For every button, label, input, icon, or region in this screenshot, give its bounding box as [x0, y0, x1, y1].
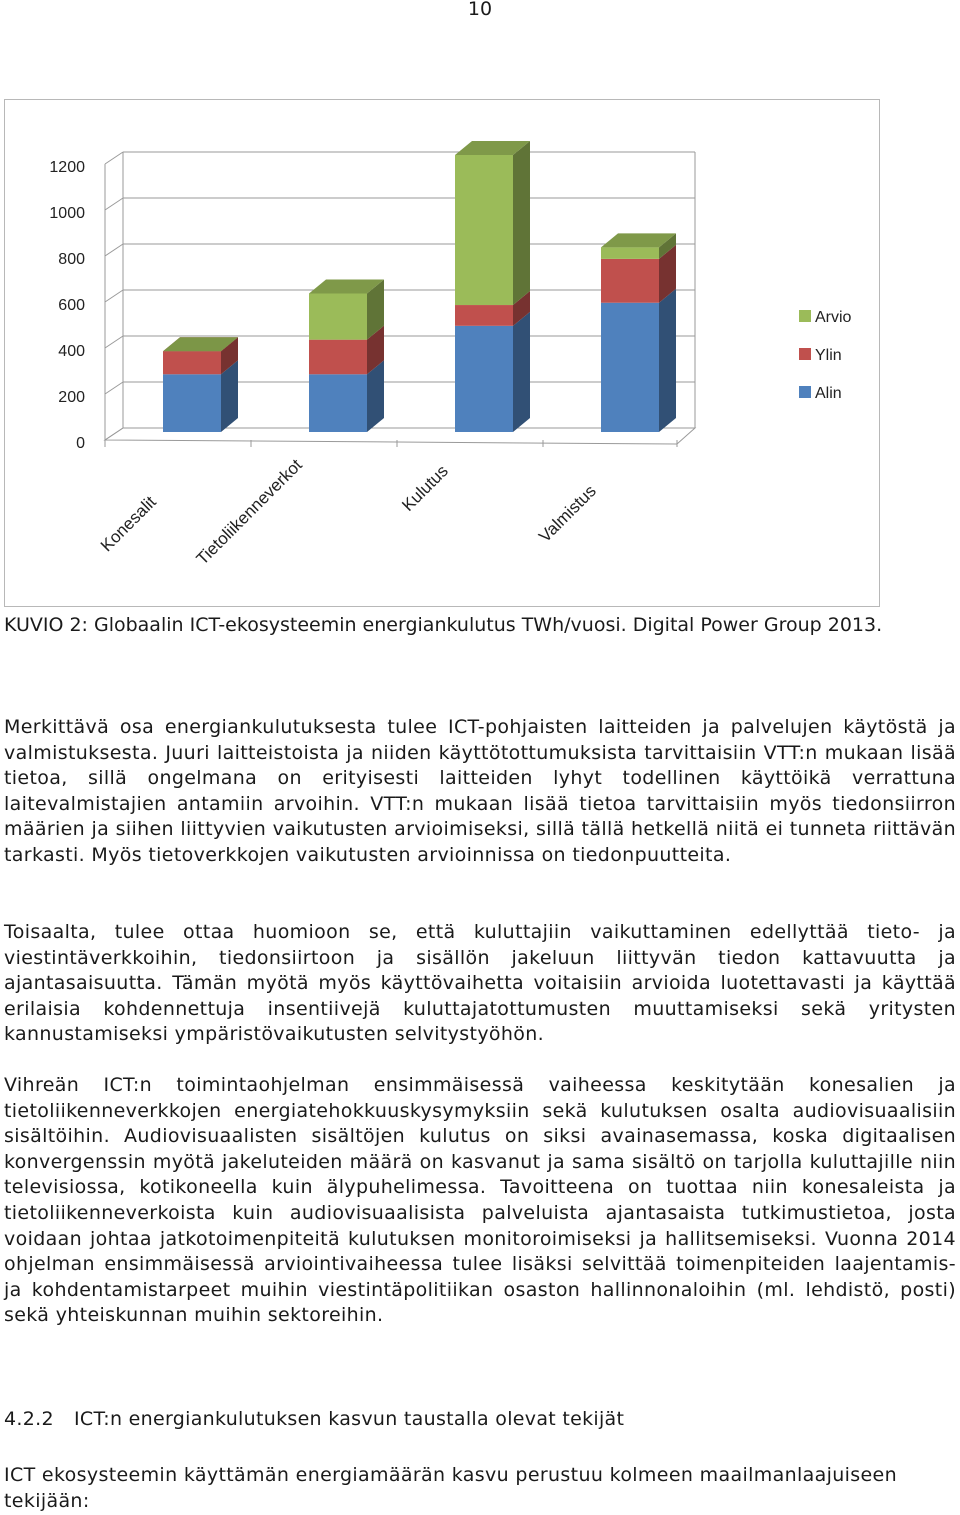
- legend-label-alin: Alin: [815, 385, 842, 402]
- gridline-side: [105, 152, 123, 164]
- legend-swatch-arvio: [799, 310, 811, 322]
- legend-label-ylin: Ylin: [815, 347, 842, 364]
- legend-label-arvio: Arvio: [815, 309, 852, 326]
- y-tick-label: 800: [58, 251, 85, 268]
- category-label: Valmistus: [535, 481, 600, 547]
- bar-alin: [601, 303, 659, 432]
- bar-side-arvio: [513, 141, 530, 305]
- bar-alin: [163, 374, 221, 432]
- y-tick-label: 1000: [49, 205, 85, 222]
- paragraph-4: ICT ekosysteemin käyttämän energiamäärän kasvu perustuu kolmeen maailmanlaajuiseen tekijään:: [4, 1464, 897, 1512]
- section-number: 4.2.2: [4, 1408, 54, 1430]
- section-title: ICT:n energiankulutuksen kasvun taustalla olevat tekijät: [74, 1408, 625, 1430]
- chart-frame: [4, 99, 880, 607]
- bar-alin: [455, 326, 513, 432]
- category-label: Kulutus: [398, 461, 452, 515]
- y-tick-label: 1200: [49, 159, 85, 176]
- bar-arvio: [309, 294, 367, 340]
- paragraph-1: Merkittävä osa energiankulutuksesta tulee ICT-pohjaisten laitteiden ja palvelujen käytöstä ja valmistuksesta. Juuri laitteistoista ja niiden käyttötottumuksista tarvittaisiin VTT:n mukaan lisää tietoa, sillä ongelmana on erityisesti laitteiden lyhyt todellinen käyttöikä verrattuna laitevalmistajien antamiin arvoihin. VTT:n mukaan lisää tietoa tarvittaisiin myös tiedonsiirron määrien ja siihen liittyvien vaikutusten arvioimiseksi, sillä tällä hetkellä niitä ei tunneta riittävän tarkasti. Myös tietoverkkojen vaikutusten arvioinnissa on tiedonpuutteita.: [4, 716, 956, 866]
- gridline-side: [105, 244, 123, 256]
- category-label: Konesalit: [96, 492, 160, 556]
- category-label: Tietoliikenneverkot: [192, 455, 306, 569]
- bar-ylin: [601, 259, 659, 303]
- y-tick-label: 200: [58, 389, 85, 406]
- section-heading: [4, 1406, 624, 1432]
- legend-swatch-ylin: [799, 348, 811, 360]
- gridline-side: [105, 198, 123, 210]
- y-tick-label: 600: [58, 297, 85, 314]
- legend-swatch-alin: [799, 386, 811, 398]
- bar-side-alin: [659, 289, 676, 432]
- bar-arvio: [455, 155, 513, 305]
- bar-ylin: [455, 305, 513, 326]
- bar-alin: [309, 374, 367, 432]
- y-tick-label: 0: [76, 435, 85, 452]
- figure-caption: KUVIO 2: Globaalin ICT-ekosysteemin energiankulutus TWh/vuosi. Digital Power Group 2013.: [4, 614, 883, 636]
- bar-side-alin: [513, 312, 530, 432]
- paragraph-3: Vihreän ICT:n toimintaohjelman ensimmäisessä vaiheessa keskitytään konesalien ja tietoliikenneverkkojen energiatehokkuuskysymyksiin sekä kulutuksen osalta audiovisuaalisiin sisältöihin. Audiovisuaalisten sisältöjen kulutus on siksi avainasemassa, koska digitaalisen konvergenssin myötä jakeluteiden määrä on kasvanut ja sama sisältö on tarjolla kuluttajille niin televisiossa, kotikoneella kuin älypuhelimessa. Tavoitteena on tuottaa niin konesaleista ja tietoliikenneverkoista kuin audiovisuaalisista palveluista ajantasaista tutkimustietoa, josta voidaan johtaa jatkotoimenpiteitä kulutuksen monitoroimiseksi ja hallitsemiseksi. Vuonna 2014 ohjelman ensimmäisessä arviointivaiheessa tulee lisäksi selvittää toimenpiteiden laajentamis- ja kohdentamistarpeet muihin viestintäpolitiikan osaston hallinnonaloihin (ml. lehdistö, posti) sekä yhteiskunnan muihin sektoreihin.: [4, 1074, 956, 1327]
- gridline-side: [105, 290, 123, 302]
- gridline-side: [105, 382, 123, 394]
- page-number: 10: [467, 0, 493, 20]
- paragraph-2: Toisaalta, tulee ottaa huomioon se, että kuluttajiin vaikuttaminen edellyttää tieto- ja viestintäverkkoihin, tiedonsiirtoon ja sisällön jakeluun liittyvän tiedon kattavuutta ja ajantasaisuutta. Tämän myötä myös käyttövaihetta voitaisiin arvioida luotettavasti ja käyttää erilaisia kohdennettuja insentiivejä kuluttajatottumusten muuttamiseksi sekä yritysten kannustamiseksi ympäristövaikutusten selvitystyöhön.: [4, 921, 956, 1046]
- y-tick-label: 400: [58, 343, 85, 360]
- gridline-side: [105, 336, 123, 348]
- bar-arvio: [601, 247, 659, 259]
- bar-ylin: [309, 340, 367, 375]
- bar-ylin: [163, 351, 221, 374]
- stacked-bar-chart: [5, 100, 881, 608]
